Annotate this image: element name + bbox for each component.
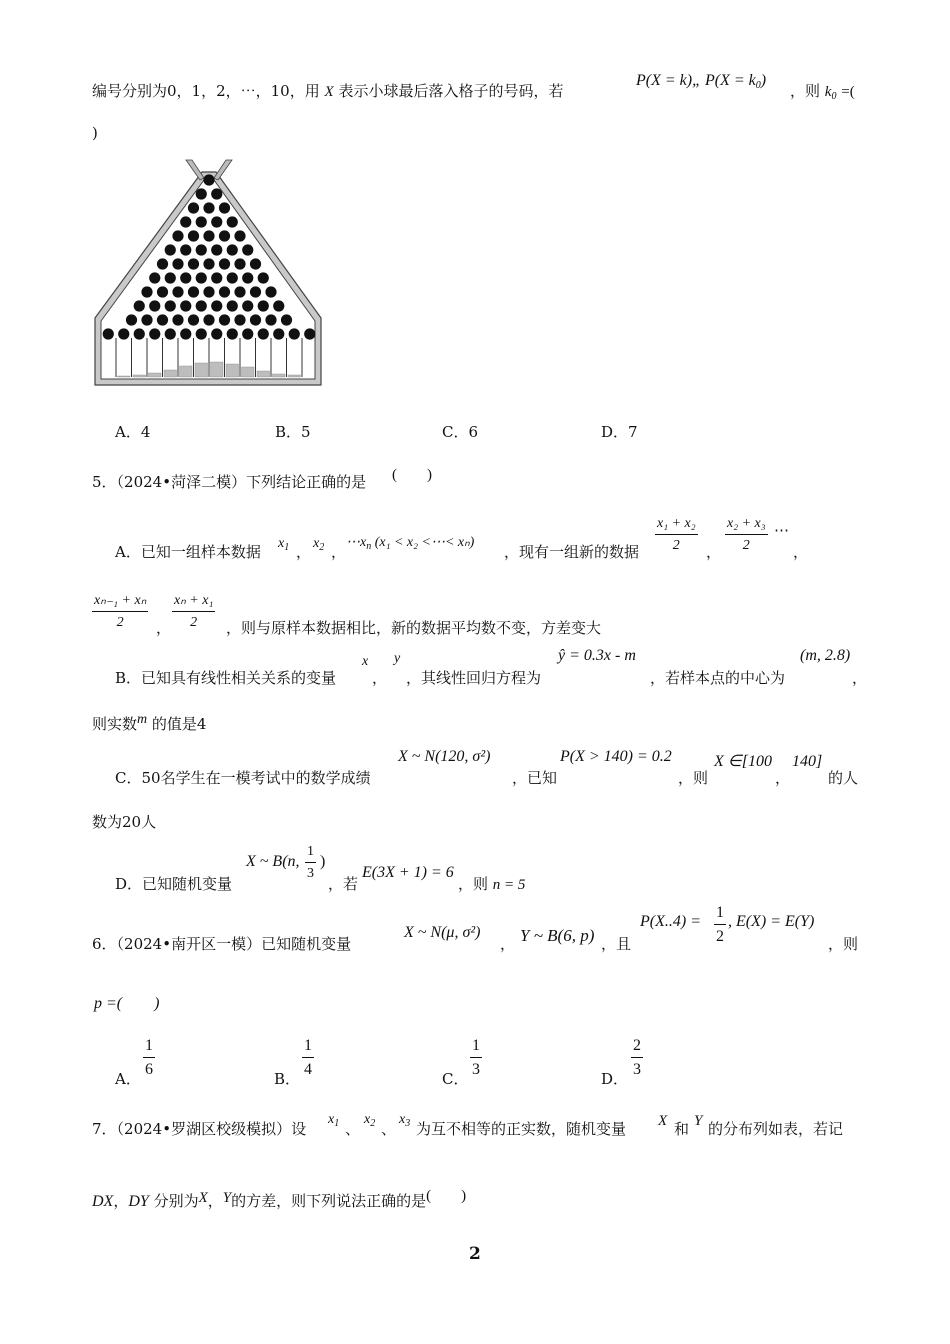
peg [211, 272, 222, 283]
q5-b-line2-a: 则实数 [92, 715, 138, 733]
peg [165, 300, 176, 311]
peg [196, 216, 207, 227]
peg [234, 314, 245, 325]
galton-board-frame [95, 160, 321, 385]
peg [165, 244, 176, 255]
q6-d-num: 2 [633, 1037, 641, 1054]
q5-c-interval: X ∈[100 140] [714, 753, 823, 770]
peg [188, 258, 199, 269]
fraction-bar [655, 534, 698, 535]
fraction-bar [305, 862, 316, 863]
q7-x3 [399, 1112, 410, 1129]
q6-frac-num: 1 [716, 904, 724, 921]
peg [165, 328, 176, 339]
peg [219, 230, 230, 241]
q5-d-label: D．已知随机变量 [115, 875, 233, 893]
q6-frac-den: 2 [716, 928, 724, 945]
q5-a-comma2: ， [331, 543, 347, 561]
q7-end: 的分布列如表，若记 [708, 1120, 844, 1138]
q5-c-end: 的人 [828, 769, 859, 787]
ball-pile [288, 375, 301, 377]
peg [219, 286, 230, 297]
q6-option-d[interactable]: D． [601, 1070, 629, 1088]
q5-a-comma5: ， [156, 619, 172, 637]
q7-x2-var: x [364, 1112, 371, 1127]
peg [118, 328, 129, 339]
q5-b-var-y: y [394, 651, 401, 666]
q4-text-b: 表示小球最后落入格子的号码，若 [338, 82, 564, 100]
fraction-bar [725, 534, 768, 535]
q5-b-mid2: ，若样本点的中心为 [650, 669, 786, 687]
q7-sep2: 、 [381, 1120, 397, 1138]
q4-cond-sub: 0 [755, 80, 761, 91]
peg [273, 328, 284, 339]
q7-x3-var: x [399, 1112, 406, 1127]
peg [242, 272, 253, 283]
peg [165, 272, 176, 283]
q7-x1-sub: 1 [334, 1118, 340, 1129]
q7-l2-mid: 分别为 [153, 1192, 199, 1210]
q5-c-mid: ，已知 [512, 769, 558, 787]
peg [219, 314, 230, 325]
peg [242, 300, 253, 311]
peg [250, 286, 261, 297]
peg [157, 286, 168, 297]
peg [134, 300, 145, 311]
peg [172, 230, 183, 241]
q7-l2-end: 的方差，则下列说法正确的是 [231, 1192, 427, 1210]
q7-l2-y: Y [222, 1190, 232, 1206]
q7-x2-sub: 2 [370, 1118, 376, 1129]
q6-option-a[interactable]: A． [115, 1070, 141, 1088]
ball-pile [118, 376, 131, 377]
q4-k0-sub: 0 [831, 91, 837, 102]
peg [134, 328, 145, 339]
q4-option-c[interactable]: C．6 [442, 423, 479, 441]
peg [281, 314, 292, 325]
peg [180, 272, 191, 283]
q6-c-den: 3 [472, 1061, 480, 1078]
q5-b-mid: ，其线性回归方程为 [406, 669, 542, 687]
q4-var-x: X [324, 84, 334, 100]
peg [211, 328, 222, 339]
q7-x1-var: x [328, 1112, 335, 1127]
q7-l2-comma2: ， [207, 1192, 223, 1210]
q7-l2-comma: ， [113, 1192, 129, 1210]
q5-a-frac2-num: x₂ + x₃ [727, 516, 766, 531]
q4-condition [636, 72, 766, 91]
q5-d-frac-den: 3 [307, 866, 314, 881]
q5-c-probability: P(X > 140) = 0.2 [560, 748, 672, 765]
q5-c-label: C．50名学生在一模考试中的数学成绩 [115, 769, 371, 787]
peg [203, 202, 214, 213]
peg [219, 202, 230, 213]
q5-a-frac1-den: 2 [672, 538, 680, 553]
q5-d-n-value: n = 5 [492, 877, 526, 893]
peg [265, 286, 276, 297]
q6-option-b[interactable]: B． [274, 1070, 301, 1088]
q6-option-c-fraction [470, 1037, 482, 1079]
q5-a-seq-sub: n [366, 541, 372, 552]
peg [211, 188, 222, 199]
peg [149, 328, 160, 339]
q7-and: 和 [674, 1120, 690, 1138]
peg [304, 328, 315, 339]
q4-option-b[interactable]: B．5 [275, 423, 311, 441]
peg [188, 230, 199, 241]
peg [234, 258, 245, 269]
peg [211, 216, 222, 227]
q5-a-frac3-den: 2 [116, 615, 124, 630]
peg [188, 202, 199, 213]
q4-option-d[interactable]: D．7 [601, 423, 638, 441]
q6-distribution-y: Y ~ B(6, p) [520, 926, 595, 945]
peg [141, 314, 152, 325]
q5-a-x1-sub: 1 [284, 542, 290, 553]
q5-a-frac4-den: 2 [190, 615, 198, 630]
peg [157, 314, 168, 325]
q5-a-frac4-num: xₙ + x₁ [174, 593, 214, 608]
fraction-bar [172, 611, 215, 612]
q6-b-den: 4 [304, 1061, 312, 1078]
q4-k0-eq: =( [841, 84, 855, 100]
q6-distribution-x: X ~ N(μ, σ²) [404, 924, 481, 941]
q6-ask: p =( ) [94, 995, 160, 1012]
q5-a-x2 [313, 536, 324, 553]
peg [196, 272, 207, 283]
ball-pile [211, 362, 224, 377]
page-number: 2 [469, 1244, 481, 1264]
peg [180, 328, 191, 339]
q5-a-frac1-num: x₁ + x₂ [657, 516, 696, 531]
peg [180, 216, 191, 227]
peg [258, 300, 269, 311]
peg [149, 272, 160, 283]
q5-d-frac-num: 1 [307, 844, 314, 859]
peg [203, 258, 214, 269]
q7-x3-sub: 3 [405, 1118, 411, 1129]
ball-pile [164, 370, 177, 377]
peg [203, 230, 214, 241]
q6-c-num: 1 [472, 1037, 480, 1054]
fraction-bar [92, 611, 148, 612]
q6-option-b-fraction [302, 1037, 314, 1079]
q5-b-var-x: x [362, 654, 369, 669]
ball-pile [226, 364, 239, 377]
q5-d-fraction [305, 844, 316, 882]
q6-option-d-fraction [631, 1037, 643, 1079]
q5-b-comma2: ， [852, 669, 868, 687]
q5-a-conclusion: ，则与原样本数据相比，新的数据平均数不变，方差变大 [226, 619, 602, 637]
q5-b-line2 [92, 713, 206, 734]
q6-then: ，则 [828, 935, 859, 953]
q7-dy: DY [128, 1193, 149, 1210]
q5-d-expectation: E(3X + 1) = 6 [362, 864, 454, 881]
peg [234, 230, 245, 241]
ball-pile [149, 373, 162, 377]
q4-cond-text: P(X = k)„ P(X = k [636, 72, 756, 89]
q5-a-frac3 [92, 592, 148, 631]
q5-stem-text: 5．（2024•菏泽二模）下列结论正确的是 [92, 473, 367, 491]
peg [227, 300, 238, 311]
q6-a-den: 6 [145, 1061, 153, 1078]
q5-a-x1-var: x [278, 536, 285, 551]
q5-a-frac2 [725, 516, 768, 554]
peg [258, 272, 269, 283]
q5-a-order-cond: (x₁ < x₂ <⋯< xₙ) [374, 535, 475, 550]
fraction-bar [470, 1057, 482, 1058]
peg [289, 328, 300, 339]
ball-pile [257, 371, 270, 377]
q5-b-label: B．已知具有线性相关关系的变量 [115, 669, 337, 687]
q7-sep1: 、 [345, 1120, 361, 1138]
peg [149, 300, 160, 311]
q5-c-comma: ， [775, 769, 791, 787]
q5-a-frac1 [655, 516, 698, 554]
q5-a-comma1: ， [296, 543, 312, 561]
q6-option-a-fraction [143, 1037, 155, 1079]
q7-answer-paren: ( ) [426, 1188, 467, 1204]
galton-board-figure [94, 158, 324, 386]
peg [227, 328, 238, 339]
q5-c-then: ，则 [678, 769, 709, 787]
peg [227, 272, 238, 283]
q6-condition-e: , E(X) = E(Y) [728, 913, 815, 930]
q5-d-then [458, 873, 525, 894]
ball-pile [273, 374, 286, 377]
q6-comma: ， [500, 935, 516, 953]
q7-var-x: X [658, 1113, 668, 1129]
peg [242, 244, 253, 255]
q7-x1 [328, 1112, 339, 1129]
peg [196, 328, 207, 339]
peg [242, 328, 253, 339]
ball-pile [180, 366, 193, 377]
q6-option-c[interactable]: C． [442, 1070, 469, 1088]
peg [180, 300, 191, 311]
q5-b-center: (m, 2.8) [800, 647, 851, 664]
q5-a-x1 [278, 536, 289, 553]
q6-a-num: 1 [145, 1037, 153, 1054]
q5-a-seq-text: ⋯x [346, 535, 367, 550]
q7-l2-x: X [198, 1190, 208, 1206]
peg [250, 314, 261, 325]
q5-answer-paren: ( ) [392, 467, 432, 483]
q6-stem: 6．（2024•南开区一模）已知随机变量 [92, 935, 352, 953]
peg [196, 188, 207, 199]
peg [265, 314, 276, 325]
peg [211, 300, 222, 311]
peg [141, 286, 152, 297]
fraction-bar [714, 924, 726, 925]
q6-condition-p: P(X..4) = [640, 913, 701, 930]
peg [188, 286, 199, 297]
peg [103, 328, 114, 339]
peg [234, 286, 245, 297]
peg [172, 314, 183, 325]
q4-then [790, 80, 855, 102]
peg [188, 314, 199, 325]
peg [203, 314, 214, 325]
q5-d-close-paren: ) [320, 853, 326, 870]
q5-b-regression-eq: ŷ = 0.3x - m [558, 647, 636, 664]
q5-c-line2: 数为20人 [92, 813, 157, 831]
q6-and: ，且 [601, 935, 632, 953]
peg [172, 258, 183, 269]
q5-d-mid: ，若 [328, 875, 359, 893]
peg [180, 244, 191, 255]
q7-x2 [364, 1112, 375, 1129]
q5-a-mid: ，现有一组新的数据 [504, 543, 640, 561]
q5-c-distribution: X ~ N(120, σ²) [398, 748, 491, 765]
q6-condition-fraction [714, 904, 726, 946]
q6-b-num: 1 [304, 1037, 312, 1054]
q4-k0: k [824, 84, 832, 100]
q6-d-den: 3 [633, 1061, 641, 1078]
q4-close-paren: ) [92, 124, 98, 142]
peg [250, 258, 261, 269]
q5-a-frac4 [172, 592, 215, 631]
q5-a-comma3: ， [706, 543, 722, 561]
peg [157, 258, 168, 269]
q4-line1 [92, 80, 563, 101]
peg [196, 244, 207, 255]
q5-a-seq [346, 534, 474, 552]
q5-b-m: m [137, 712, 148, 727]
peg [227, 244, 238, 255]
peg [196, 300, 207, 311]
q5-d-then-text: ，则 [458, 875, 489, 893]
q5-b-line2-b: 的值是4 [151, 715, 207, 733]
peg [258, 328, 269, 339]
q5-stem [92, 471, 366, 492]
peg [211, 244, 222, 255]
q5-a-x2-var: x [313, 536, 320, 551]
peg [219, 258, 230, 269]
ball-pile [195, 363, 208, 377]
peg [203, 174, 214, 185]
q5-a-frac2-den: 2 [742, 538, 750, 553]
q4-then-text: ，则 [790, 82, 821, 100]
fraction-bar [631, 1057, 643, 1058]
q4-option-a[interactable]: A．4 [115, 423, 151, 441]
peg [203, 286, 214, 297]
q4-text-a: 编号分别为0，1，2，⋯，10，用 [92, 82, 320, 100]
peg [172, 286, 183, 297]
q5-a-frac3-num: xₙ₋₁ + xₙ [94, 593, 147, 608]
q7-dx: DX [92, 1193, 114, 1210]
peg [126, 314, 137, 325]
q7-line2 [92, 1190, 466, 1211]
peg [273, 300, 284, 311]
q5-d-distribution: X ~ B(n, [246, 853, 300, 870]
q7-mid: 为互不相等的正实数，随机变量 [416, 1120, 627, 1138]
ball-pile [242, 367, 255, 377]
q5-b-comma: ， [372, 669, 388, 687]
q5-a-label: A．已知一组样本数据 [115, 543, 261, 561]
q7-stem: 7．（2024•罗湖区校级模拟）设 [92, 1120, 307, 1138]
q7-var-y: Y [694, 1113, 703, 1129]
fraction-bar [302, 1057, 314, 1058]
q5-a-dots: ⋯ [774, 523, 789, 539]
q5-a-comma4: ， [793, 543, 809, 561]
q4-cond-end: ) [760, 72, 767, 89]
q5-a-x2-sub: 2 [319, 542, 325, 553]
fraction-bar [143, 1057, 155, 1058]
peg [227, 216, 238, 227]
ball-pile [133, 375, 146, 377]
